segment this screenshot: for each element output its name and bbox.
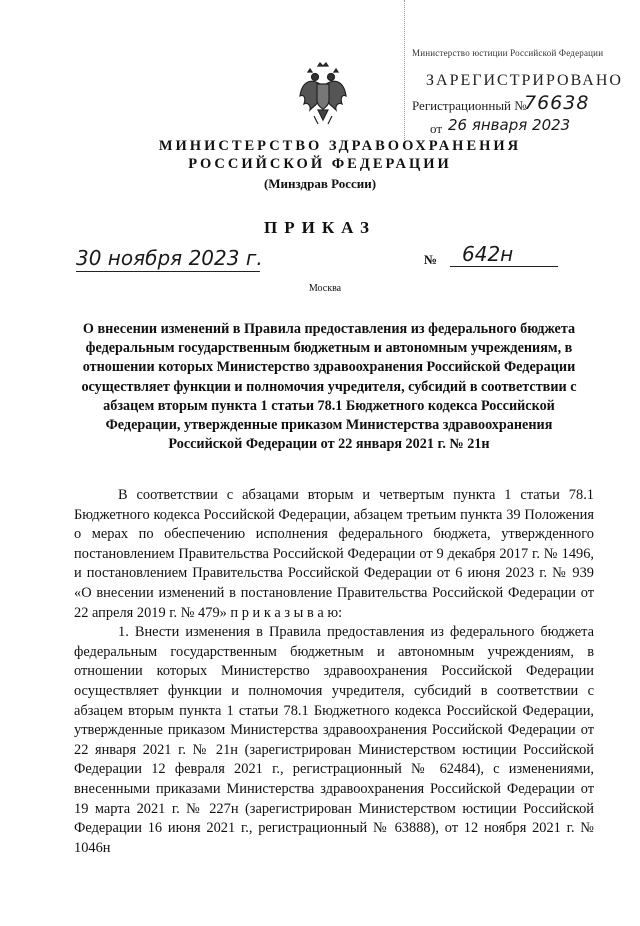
ministry-name-line1: МИНИСТЕРСТВО ЗДРАВООХРАНЕНИЯ — [158, 138, 522, 154]
coat-of-arms-icon — [298, 62, 348, 130]
registration-stamp — [404, 0, 623, 150]
stamp-reg-date: 26 января 2023 — [448, 116, 571, 134]
stamp-reg-number-label: Регистрационный № — [412, 98, 527, 113]
ministry-name-line2: РОССИЙСКОЙ ФЕДЕРАЦИИ — [188, 156, 452, 172]
document-body — [74, 486, 594, 858]
stamp-date-label: от — [430, 121, 443, 136]
order-title: ПРИКАЗ — [264, 218, 376, 237]
date-underline — [76, 271, 260, 272]
stamp-ministry-line: Министерство юстиции Российской Федерации — [412, 48, 604, 58]
paragraph-item-1: 1. Внести изменения в Правила предоставления из федерального бюджета федеральным государственным бюджетным и автономным учреждениям, в отношении которых Министерство здравоохранения Российской Федерации осуществляет функции и полномочия учредителя, субсидий в соответствии с абзацем вторым пункта 1 статьи 78.1 Бюджетного кодекса Российской Федерации, утвержденные приказом Министерства здравоохранения Российской Федерации от 22 января 2021 г. № 21н (зарегистрирован Министерством юстиции Российской Федерации 12 февраля 2021 г., регистрационный № 62484), с изменениями, внесенными приказами Министерства здравоохранения Российской Федерации от 19 марта 2021 г. № 227н (зарегистрирован Министерством юстиции Российской Федерации 16 июня 2021 г., регистрационный № 63888), от 12 ноября 2021 г. № 1046н — [74, 624, 594, 856]
ministry-short-name: (Минздрав России) — [263, 176, 377, 191]
order-number-label: № — [424, 252, 438, 267]
stamp-registered-label: ЗАРЕГИСТРИРОВАНО — [426, 72, 623, 89]
city: Москва — [308, 283, 342, 294]
order-number: 642н — [450, 242, 558, 267]
stamp-reg-number: 76638 — [524, 92, 590, 114]
stamp-border — [404, 0, 407, 140]
order-date: 30 ноября 2023 г. — [76, 246, 263, 270]
paragraph-preamble: В соответствии с абзацами вторым и четвертым пункта 1 статьи 78.1 Бюджетного кодекса Российской Федерации, абзацем третьим пункта 39 Положения о мерах по обеспечению исполнения федерального бюджета, утвержденного постановлением Правительства Российской Федерации от 9 декабря 2017 г. № 1496, и постановлением Правительства Российской Федерации от 6 июня 2023 г. № 939 «О внесении изменений в постановление Правительства Российской Федерации от 22 апреля 2019 г. № 479» п р и к а з ы в а ю: — [74, 487, 594, 621]
document-heading: О внесении изменений в Правила предоставления из федерального бюджета федеральным государственным бюджетным и автономным учреждениям, в отношении которых Министерство здравоохранения Российской Федерации осуществляет функции и полномочия учредителя, субсидий в соответствии с абзацем вторым пункта 1 статьи 78.1 Бюджетного кодекса Российской Федерации, утвержденные приказом Министерства здравоохранения Российской Федерации от 22 января 2021 г. № 21н — [81, 321, 577, 453]
